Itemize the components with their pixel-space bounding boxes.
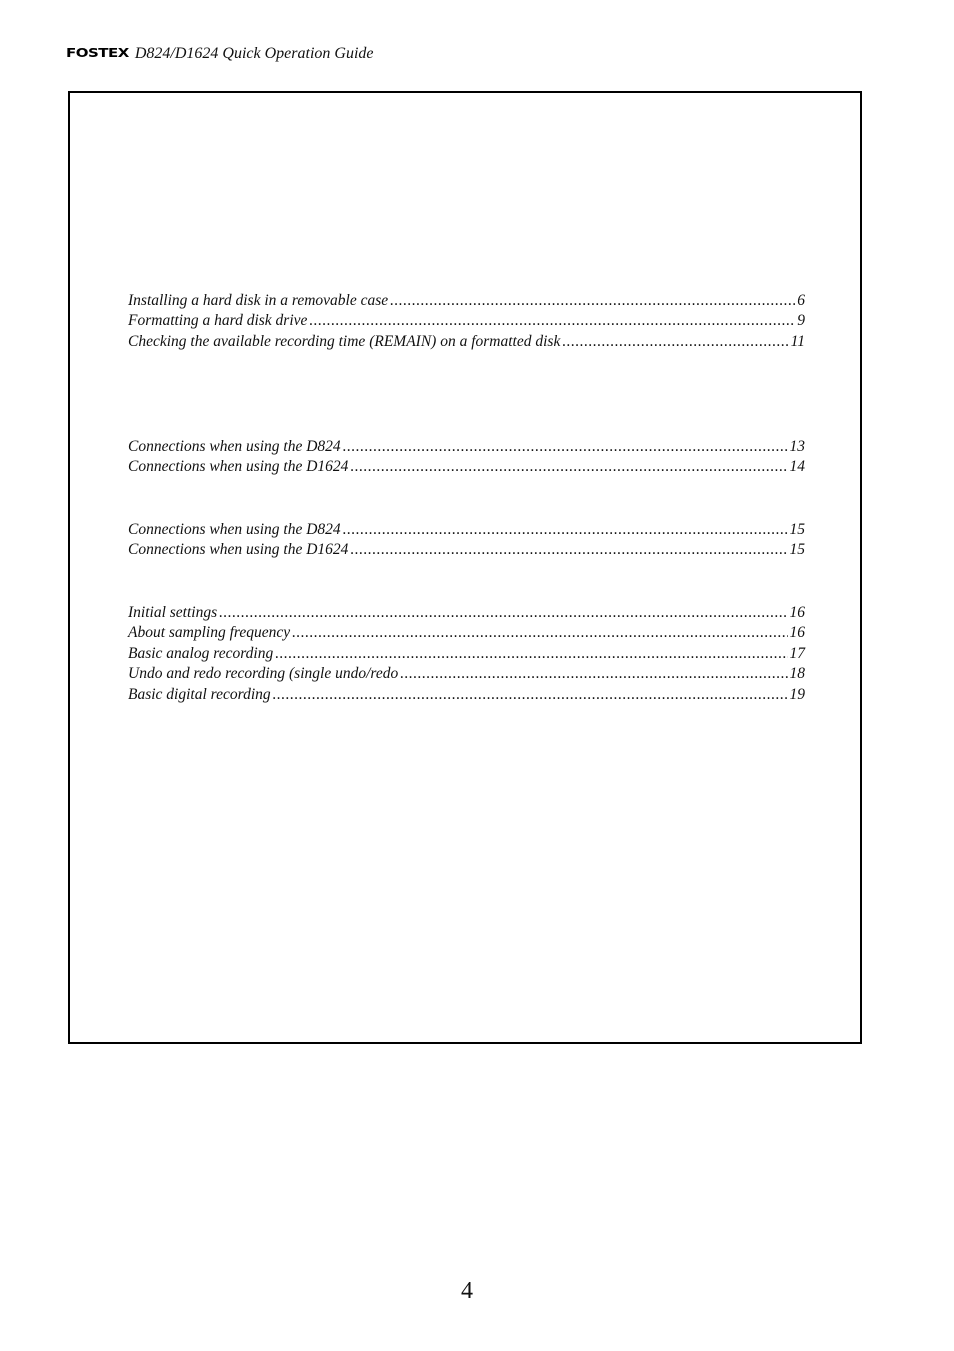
toc-entry-page: 16 [789,624,805,642]
toc-entry[interactable] [128,311,805,331]
toc-entry[interactable] [128,644,805,664]
toc-entry-page: 11 [790,332,805,350]
toc-entry[interactable] [128,437,805,457]
page-header [66,44,374,63]
toc-entry-label: Connections when using the D1624 [128,458,349,476]
toc-group-connections-analog [128,437,805,478]
dot-leader [292,623,787,643]
dot-leader [309,311,795,331]
dot-leader [275,644,787,664]
fostex-logo: FOSTEX [66,45,129,61]
toc-entry-page: 18 [789,665,805,683]
toc-entry[interactable] [128,332,805,352]
toc-entry[interactable] [128,457,805,477]
toc-entry-label: Checking the available recording time (REMAIN) on a formatted disk [128,332,561,350]
toc-entry-label: Connections when using the D824 [128,438,341,455]
toc-entry-label: Installing a hard disk in a removable case [128,292,389,309]
toc-entry[interactable] [128,685,805,705]
toc-entry-page: 13 [789,438,805,455]
toc-entry-page: 19 [789,685,805,703]
toc-entry-page: 6 [797,292,805,309]
toc-entry[interactable] [128,520,805,540]
toc-entry-label: Connections when using the D824 [128,521,341,538]
toc-entry-page: 14 [789,458,805,476]
toc-entry-label: Basic analog recording [128,644,274,662]
toc-frame [68,91,862,1044]
toc-entry-label: About sampling frequency [128,624,291,642]
toc-entry-page: 15 [789,521,805,538]
dot-leader [390,291,795,311]
dot-leader [350,457,787,477]
dot-leader [343,437,788,457]
toc-entry-page: 9 [797,312,805,330]
toc-entry-label: Basic digital recording [128,685,271,703]
dot-leader [273,685,788,705]
toc-entry-label: Formatting a hard disk drive [128,312,308,330]
page-number: 4 [461,1278,473,1304]
dot-leader [400,664,787,684]
toc-entry[interactable] [128,664,805,684]
toc-entry-label: Connections when using the D1624 [128,541,349,559]
toc-group-hard-disk [128,291,805,352]
document-title: D824/D1624 Quick Operation Guide [134,45,374,62]
dot-leader [219,603,787,623]
toc-entry[interactable] [128,603,805,623]
toc-entry-label: Undo and redo recording (single undo/redo [128,665,399,683]
toc-group-connections-digital [128,520,805,561]
toc-entry[interactable] [128,291,805,311]
toc-group-recording [128,603,805,705]
dot-leader [562,332,788,352]
toc-entry[interactable] [128,540,805,560]
toc-entry[interactable] [128,623,805,643]
dot-leader [343,520,788,540]
dot-leader [350,540,787,560]
toc-entry-page: 16 [789,604,805,621]
toc-entry-page: 17 [789,644,805,662]
toc-entry-label: Initial settings [128,604,218,621]
toc-entry-page: 15 [789,541,805,559]
